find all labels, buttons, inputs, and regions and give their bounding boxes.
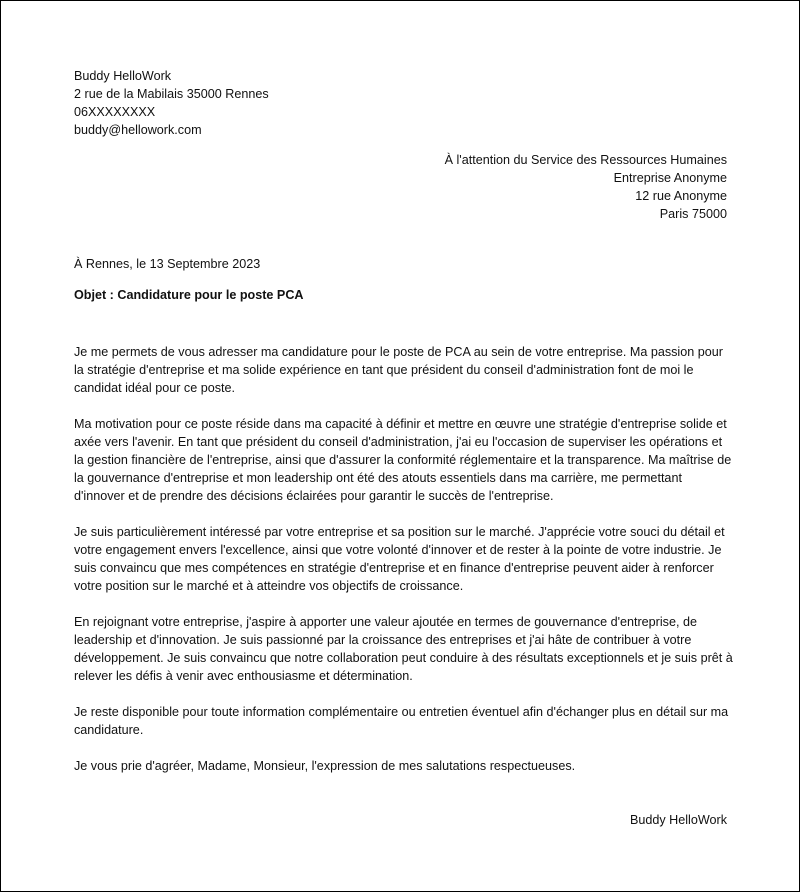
paragraph-motivation: Ma motivation pour ce poste réside dans ma capacité à définir et mettre en œuvre une stratégie d'entreprise solide et axée vers l'avenir. En tant que président du conseil d'administration, j'ai eu l'occasion de superviser les opérations et la gestion financière de l'entreprise, ainsi que d'assurer la conformité réglementaire et la transparence. Ma maîtrise de la gouvernance d'entreprise et mon leadership ont été des atouts essentiels dans ma carrière, me permettant d'innover et de prendre des décisions éclairées pour garantir le succès de l'entreprise. [74,417,732,503]
signature: Buddy HelloWork [629,813,727,827]
sender-name: Buddy HelloWork [74,69,172,83]
recipient-attention: À l'attention du Service des Ressources Humaines [444,153,727,167]
recipient-street: 12 rue Anonyme [635,189,727,203]
sender-phone: 06XXXXXXXX [74,105,156,119]
paragraph-company-interest: Je suis particulièrement intéressé par votre entreprise et sa position sur le marché. J'apprécie votre souci du détail et votre engagement envers l'excellence, ainsi que votre volonté d'innover et de rester à la pointe de votre industrie. Je suis convaincu que mes compétences en stratégie d'entreprise et en finance d'entreprise peuvent aider à renforcer votre position sur le marché et à atteindre vos objectifs de croissance. [74,525,725,593]
paragraph-value-added: En rejoignant votre entreprise, j'aspire à apporter une valeur ajoutée en termes de gouvernance d'entreprise, de leadership et d'innovation. Je suis passionné par la croissance des entreprises et j'ai hâte de contribuer à votre développement. Je suis convaincu que notre collaboration peut conduire à des résultats exceptionnels et je suis prêt à relever les défis à venir avec enthousiasme et détermination. [74,615,733,683]
subject-line: Objet : Candidature pour le poste PCA [74,288,304,302]
date-line: À Rennes, le 13 Septembre 2023 [74,257,261,271]
recipient-block [445,151,727,223]
sender-email: buddy@hellowork.com [74,123,202,137]
paragraph-introduction: Je me permets de vous adresser ma candidature pour le poste de PCA au sein de votre entreprise. Ma passion pour la stratégie d'entreprise et ma solide expérience en tant que président du conseil d'administration font de moi le candidat idéal pour ce poste. [74,345,723,395]
recipient-city: Paris 75000 [659,207,727,221]
sender-block [74,67,269,139]
letter-body [74,343,734,793]
recipient-company: Entreprise Anonyme [613,171,727,185]
paragraph-closing: Je vous prie d'agréer, Madame, Monsieur, l'expression de mes salutations respectueuses. [74,759,576,773]
sender-address: 2 rue de la Mabilais 35000 Rennes [74,87,269,101]
paragraph-availability: Je reste disponible pour toute information complémentaire ou entretien éventuel afin d'échanger plus en détail sur ma candidature. [74,705,729,737]
